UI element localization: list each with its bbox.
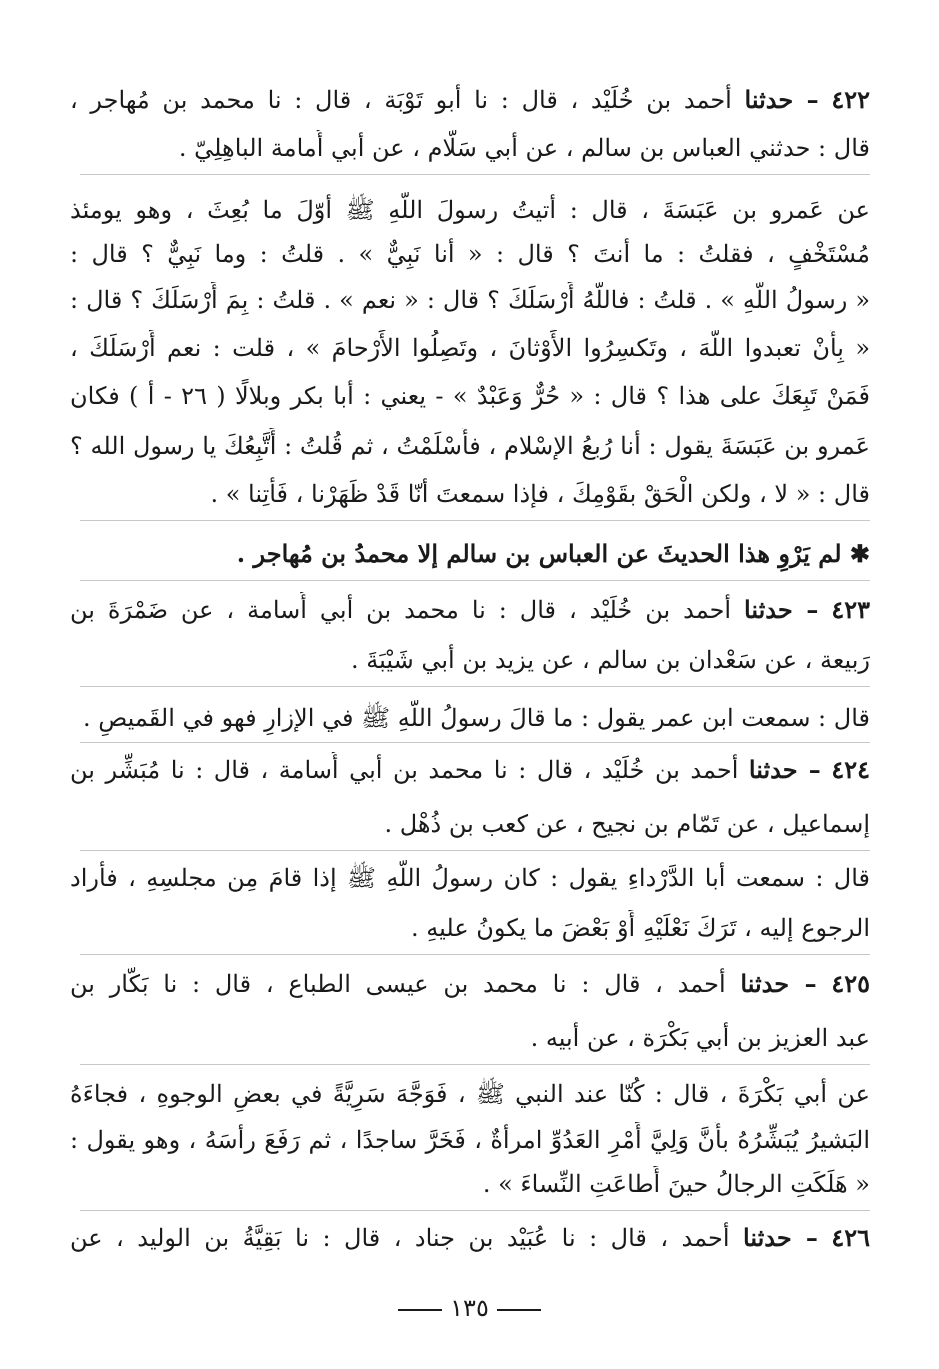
hadith-422-matn-2: مُسْتَخْفٍ ، فقلتُ : ما أنتَ ؟ قال : « أنا نَبِيٌّ » . قلتُ : وما نَبِيٌّ ؟ قال : [70,240,870,268]
hadith-424-matn-1: قال : سمعت أبا الدَّرْداءِ يقول : كان رسولُ اللّهِ ﷺ إذا قامَ مِن مجلسِهِ ، فأراد [70,864,870,892]
hadith-422-line-1: ٤٢٢ – حدثنا أحمد بن خُلَيْد ، قال : نا أبو تَوْبَة ، قال : نا محمد بن مُهاجر ، [70,85,870,114]
hadith-number: ٤٢٤ [831,755,870,784]
hadith-number: ٤٢٥ [831,969,870,998]
hadith-425-matn-1: عن أبي بَكْرَةَ ، قال : كُنّا عند النبي ﷺ ، فَوَجَّهَ سَرِيَّةً في بعضِ الوجوهِ ، فجاءَهُ [70,1080,870,1108]
hadith-422-matn-4: « بِأَنْ تعبدوا اللّهَ ، وتَكسِرُوا الأَوْثانَ ، وتَصِلُوا الأَرْحامَ » ، قلت : نعم أَرْسَلَكَ ، [70,334,870,362]
hadith-425-line-2: عبد العزيز بن أبي بَكْرَة ، عن أبيه . [530,1024,870,1052]
separator-rule [80,174,870,175]
hadith-422-matn-5: فَمَنْ تَبِعَكَ على هذا ؟ قال : « حُرٌّ وَعَبْدٌ » - يعني : أبا بكر وبلالًا ( ٢٦ - أ ) فكان [70,382,870,410]
hadith-422-matn-7: قال : « لا ، ولكن الْحَقْ بقَوْمِكَ ، فإذا سمعتَ أنّا قَدْ ظَهَرْنا ، فَأْتِنا » . [210,480,870,508]
hadith-423-line-2: رَبيعة ، عن سَعْدان بن سالم ، عن يزيد بن أبي شَيْبَةَ . [351,646,870,674]
page-number: ١٣٥ [0,1290,939,1326]
hadith-number: ٤٢٣ [831,595,870,624]
hadith-425-line-1: ٤٢٥ – حدثنا أحمد ، قال : نا محمد بن عيسى الطباع ، قال : نا بَكّار بن [70,969,870,998]
separator-rule [80,954,870,955]
hadith-424-matn-2: الرجوع إليه ، تَرَكَ نَعْلَيْهِ أَوْ بَعْضَ ما يكونُ عليهِ . [411,914,870,942]
hadith-422-line-2: قال : حدثني العباس بن سالم ، عن أبي سَلّام ، عن أبي أُمامة الباهِلِيّ . [178,134,870,162]
hadith-426-line-1: ٤٢٦ – حدثنا أحمد ، قال : نا عُبَيْد بن جناد ، قال : نا بَقِيَّةُ بن الوليد ، عن [70,1223,870,1252]
hadith-423-line-1: ٤٢٣ – حدثنا أحمد بن خُلَيْد ، قال : نا محمد بن أبي أُسامة ، عن ضَمْرَةَ بن [70,595,870,624]
separator-rule [80,1210,870,1211]
separator-rule [80,520,870,521]
hadith-422-matn-3: « رسولُ اللّهِ » . قلتُ : فاللّهُ أَرْسَلَكَ ؟ قال : « نعم » . قلتُ : بِمَ أَرْسَلَكَ ؟ قال : [70,286,870,314]
hadith-422-matn-6: عَمرو بن عَبَسَةَ يقول : أنا رُبعُ الإسْلام ، فأَسْلَمْتُ ، ثم قُلتُ : أَتَّبِعُكَ يا رسول الله ؟ [70,432,870,460]
hadith-424-line-1: ٤٢٤ – حدثنا أحمد بن خُلَيْد ، قال : نا محمد بن أبي أُسامة ، قال : نا مُبَشِّر بن [70,755,870,784]
hadith-425-matn-3: « هَلَكَتِ الرجالُ حينَ أَطاعَتِ النِّساءَ » . [482,1170,870,1198]
hadith-number: ٤٢٢ [831,85,870,114]
hadith-425-matn-2: البَشيرُ يُبَشِّرُهُ بأَنَّ وَلِيَّ أَمْرِ العَدُوِّ امرأةٌ ، فَخَرَّ ساجدًا ، ثم رَفَعَ رأسَهُ ، وهو يقول : [70,1126,870,1154]
hadith-keyword: – حدثنا [740,969,817,998]
hadith-keyword: – حدثنا [744,595,819,624]
hadith-number: ٤٢٦ [831,1223,870,1252]
separator-rule [80,1064,870,1065]
separator-rule [80,686,870,687]
dash-decoration [398,1309,442,1311]
note-star-icon: ✱ [841,539,870,568]
hadith-422-note: ✱ لم يَرْوِ هذا الحديثَ عن العباس بن سالم إلا محمدُ بن مُهاجر . [236,539,870,568]
hadith-keyword: – حدثنا [744,85,819,114]
hadith-422-matn-1: عن عَمرو بن عَبَسَةَ ، قال : أتيتُ رسولَ اللّهِ ﷺ أوّلَ ما بُعِثَ ، وهو يومئذ [70,196,870,224]
hadith-424-line-2: إسماعيل ، عن تَمّام بن نجيح ، عن كعب بن ذُهْل . [384,810,870,838]
hadith-keyword: – حدثنا [743,1223,818,1252]
separator-rule [80,742,870,743]
dash-decoration [497,1309,541,1311]
separator-rule [80,850,870,851]
hadith-keyword: – حدثنا [748,755,821,784]
separator-rule [80,580,870,581]
hadith-423-matn: قال : سمعت ابن عمر يقول : ما قالَ رسولُ اللّهِ ﷺ في الإزارِ فهو في القَميصِ . [83,704,870,732]
